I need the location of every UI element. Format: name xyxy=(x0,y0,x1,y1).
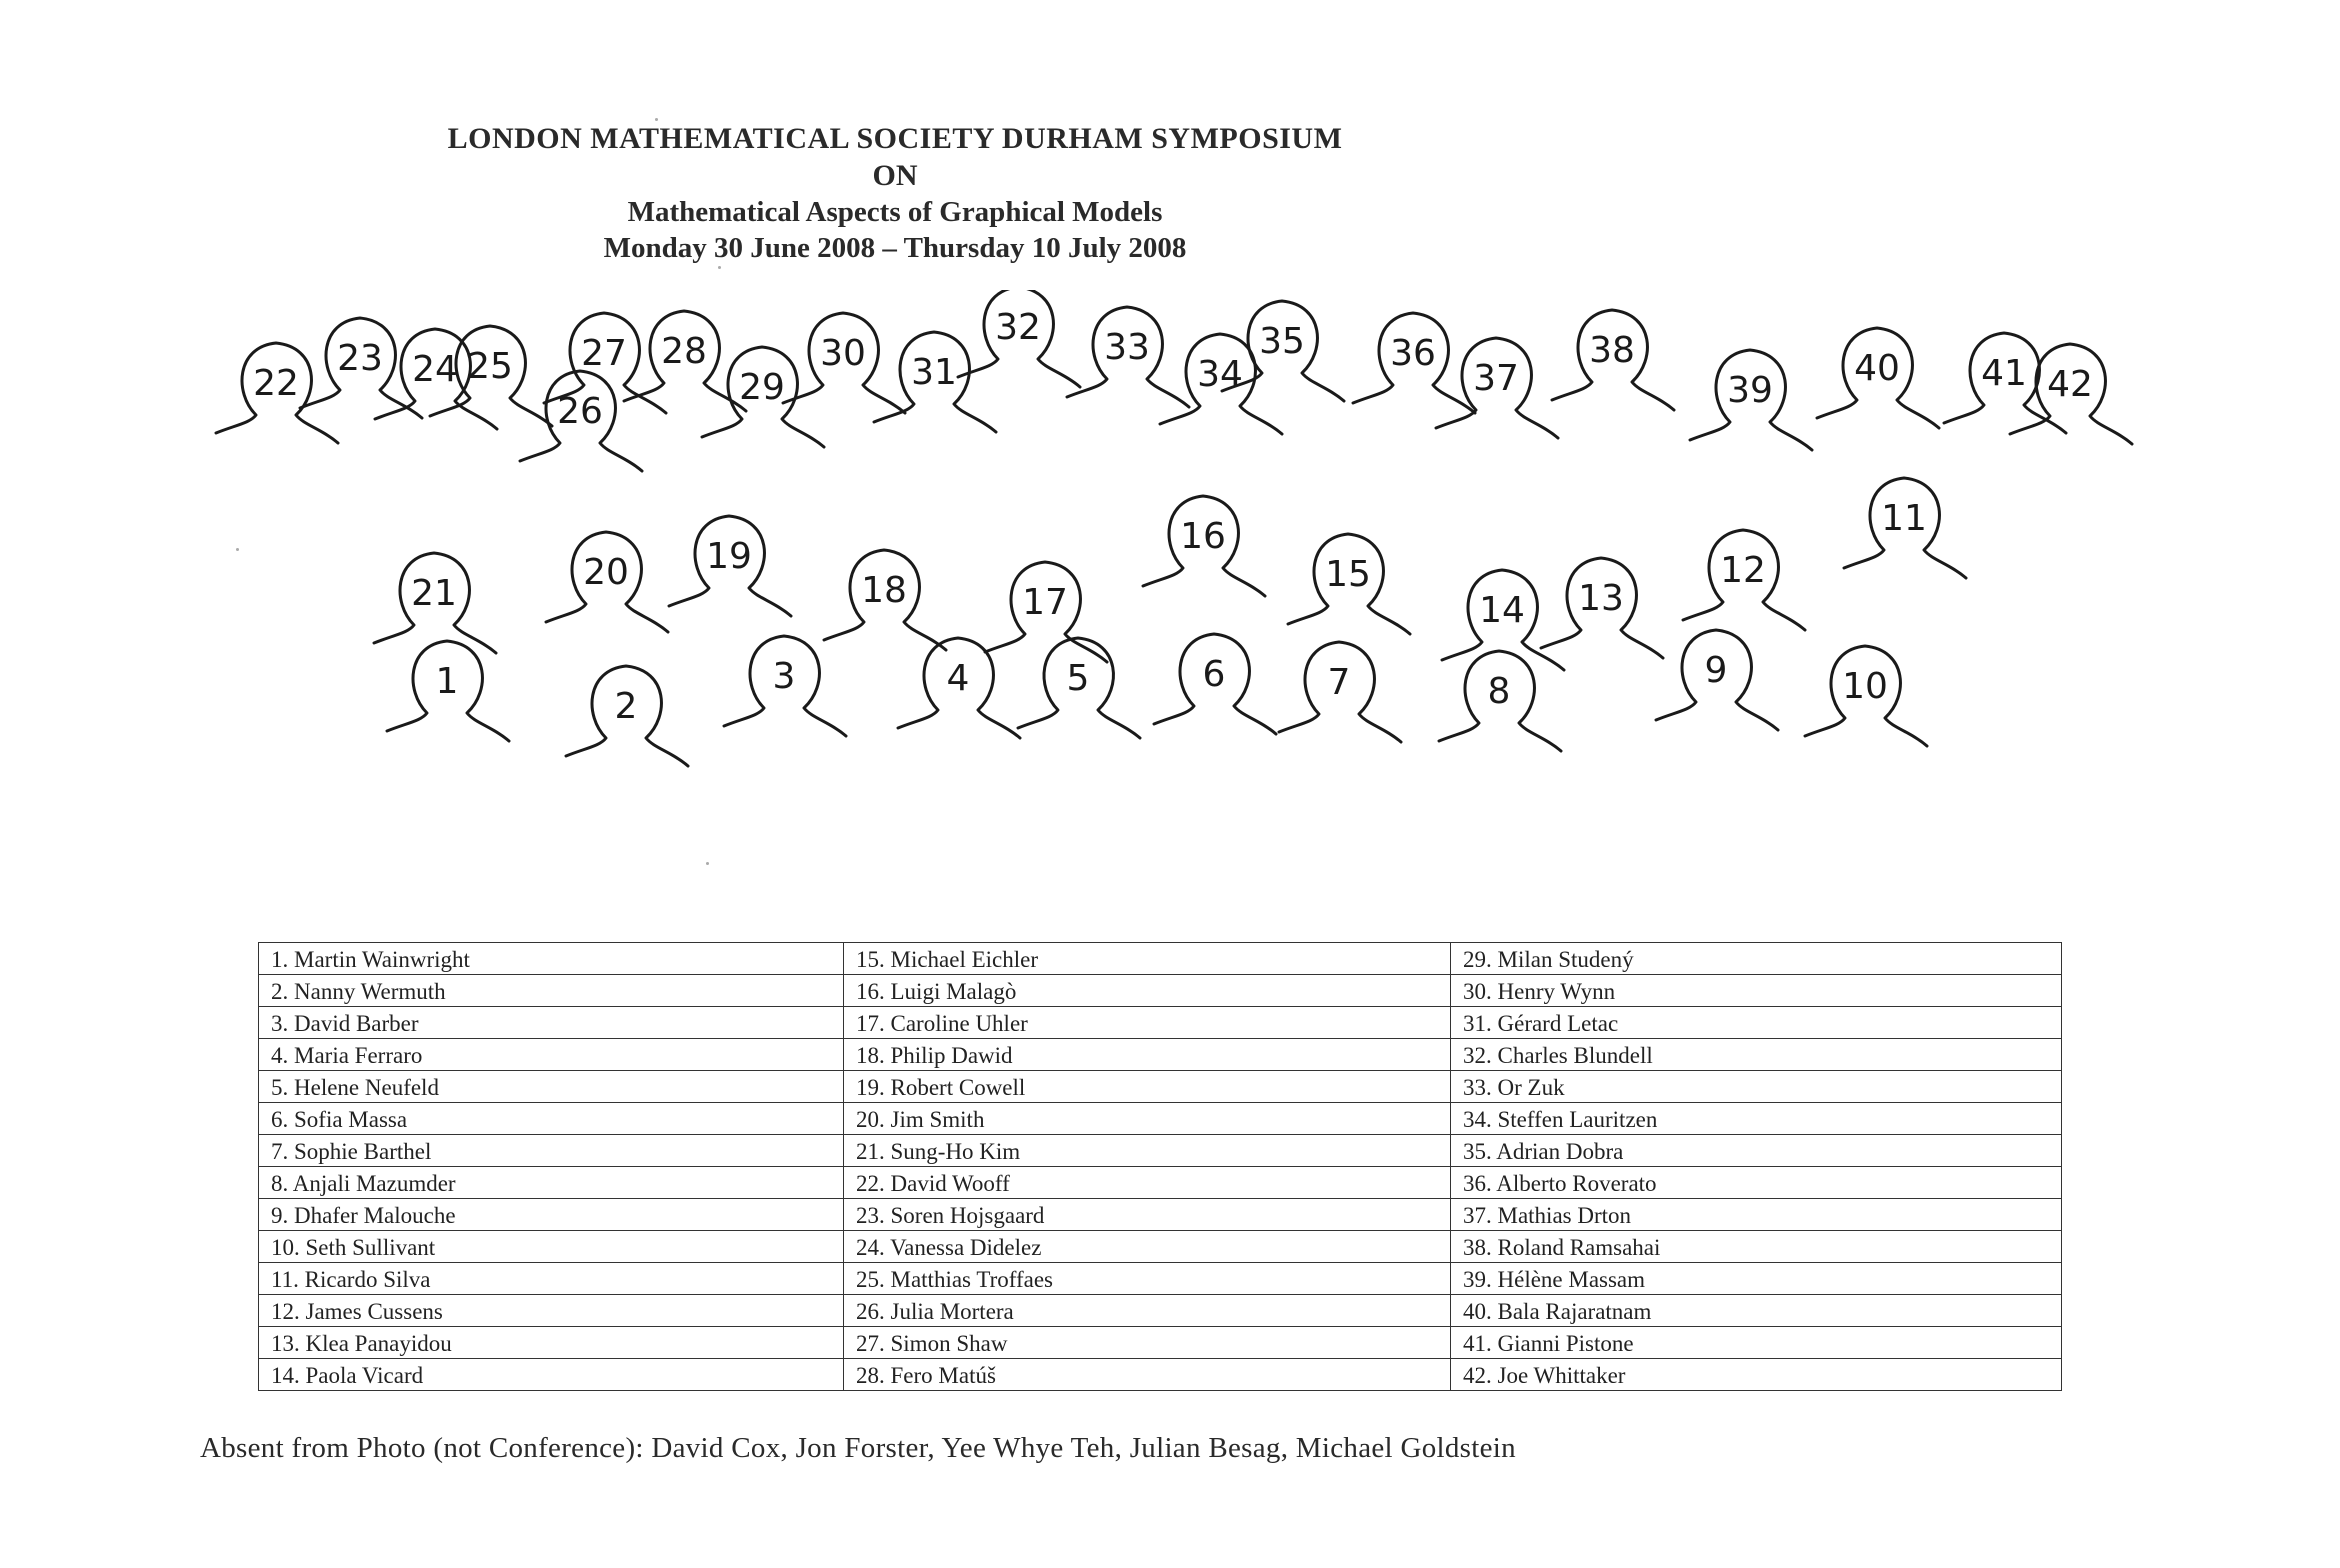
name-cell: 42. Joe Whittaker xyxy=(1451,1359,2062,1391)
head-sketch-40 xyxy=(1817,328,1939,428)
table-row xyxy=(259,1103,2062,1135)
head-number-label: 10 xyxy=(1842,666,1888,707)
name-cell: 6. Sofia Massa xyxy=(259,1103,844,1135)
head-number-label: 18 xyxy=(861,570,907,611)
head-sketch-37 xyxy=(1436,338,1558,438)
head-number-label: 39 xyxy=(1727,370,1773,411)
head-sketch-13 xyxy=(1541,558,1663,658)
head-number-label: 35 xyxy=(1259,321,1305,362)
name-cell: 21. Sung-Ho Kim xyxy=(844,1135,1451,1167)
name-cell: 12. James Cussens xyxy=(259,1295,844,1327)
head-number-label: 20 xyxy=(583,552,629,593)
name-cell: 15. Michael Eichler xyxy=(844,943,1451,975)
head-sketch-14 xyxy=(1442,570,1564,670)
head-sketch-8 xyxy=(1439,651,1561,751)
head-number-label: 40 xyxy=(1854,348,1900,389)
head-sketch-35 xyxy=(1222,301,1344,401)
name-cell: 18. Philip Dawid xyxy=(844,1039,1451,1071)
head-number-label: 8 xyxy=(1487,671,1511,712)
name-cell: 17. Caroline Uhler xyxy=(844,1007,1451,1039)
head-number-label: 17 xyxy=(1022,582,1068,623)
head-sketch-33 xyxy=(1067,307,1189,407)
document-header xyxy=(0,120,1790,266)
head-sketch-18 xyxy=(824,550,946,650)
table-row xyxy=(259,1071,2062,1103)
name-cell: 7. Sophie Barthel xyxy=(259,1135,844,1167)
head-sketch-31 xyxy=(874,332,996,432)
header-on: ON xyxy=(872,159,918,192)
head-sketch-15 xyxy=(1288,534,1410,634)
photo-key-sketch xyxy=(0,290,2340,790)
name-cell: 5. Helene Neufeld xyxy=(259,1071,844,1103)
scan-speck xyxy=(706,862,709,865)
head-number-label: 24 xyxy=(412,349,458,390)
table-row xyxy=(259,1231,2062,1263)
name-cell: 38. Roland Ramsahai xyxy=(1451,1231,2062,1263)
head-number-label: 19 xyxy=(706,536,752,577)
head-number-label: 30 xyxy=(820,333,866,374)
name-cell: 30. Henry Wynn xyxy=(1451,975,2062,1007)
name-cell: 36. Alberto Roverato xyxy=(1451,1167,2062,1199)
name-cell: 19. Robert Cowell xyxy=(844,1071,1451,1103)
head-sketch-3 xyxy=(724,636,846,736)
table-row xyxy=(259,1039,2062,1071)
head-number-label: 21 xyxy=(411,573,457,614)
table-row xyxy=(259,975,2062,1007)
head-number-label: 23 xyxy=(337,338,383,379)
absent-note: Absent from Photo (not Conference): David Cox, Jon Forster, Yee Whye Teh, Julian Besag, Michael Goldstein xyxy=(200,1432,1516,1464)
name-cell: 34. Steffen Lauritzen xyxy=(1451,1103,2062,1135)
name-cell: 1. Martin Wainwright xyxy=(259,943,844,975)
head-number-label: 37 xyxy=(1473,358,1519,399)
table-row xyxy=(259,1327,2062,1359)
head-number-label: 15 xyxy=(1325,554,1371,595)
name-cell: 40. Bala Rajaratnam xyxy=(1451,1295,2062,1327)
head-sketch-38 xyxy=(1552,310,1674,410)
header-dates: Monday 30 June 2008 – Thursday 10 July 2008 xyxy=(603,232,1187,264)
head-number-label: 7 xyxy=(1327,662,1351,703)
name-cell: 25. Matthias Troffaes xyxy=(844,1263,1451,1295)
name-cell: 26. Julia Mortera xyxy=(844,1295,1451,1327)
head-number-label: 27 xyxy=(581,333,627,374)
name-cell: 39. Hélène Massam xyxy=(1451,1263,2062,1295)
table-row xyxy=(259,1199,2062,1231)
name-cell: 4. Maria Ferraro xyxy=(259,1039,844,1071)
name-cell: 29. Milan Studený xyxy=(1451,943,2062,975)
head-sketch-30 xyxy=(783,313,905,413)
head-sketch-10 xyxy=(1805,646,1927,746)
head-number-label: 42 xyxy=(2047,364,2093,405)
head-sketch-2 xyxy=(566,666,688,766)
name-cell: 16. Luigi Malagò xyxy=(844,975,1451,1007)
head-sketch-28 xyxy=(624,311,746,411)
name-cell: 23. Soren Hojsgaard xyxy=(844,1199,1451,1231)
head-number-label: 31 xyxy=(911,352,957,393)
head-number-label: 38 xyxy=(1589,330,1635,371)
head-sketch-32 xyxy=(958,290,1080,387)
name-cell: 32. Charles Blundell xyxy=(1451,1039,2062,1071)
header-society-title: LONDON MATHEMATICAL SOCIETY DURHAM SYMPOSIUM xyxy=(447,122,1343,155)
table-row xyxy=(259,1007,2062,1039)
head-number-label: 22 xyxy=(253,363,299,404)
table-row xyxy=(259,943,2062,975)
table-row xyxy=(259,1359,2062,1391)
scan-speck xyxy=(236,548,239,551)
head-number-label: 6 xyxy=(1202,654,1226,695)
name-cell: 31. Gérard Letac xyxy=(1451,1007,2062,1039)
head-sketch-5 xyxy=(1018,638,1140,738)
scan-speck xyxy=(655,118,658,121)
head-sketch-22 xyxy=(216,343,338,443)
head-number-label: 14 xyxy=(1479,590,1525,631)
head-number-label: 2 xyxy=(614,686,638,727)
head-number-label: 16 xyxy=(1180,516,1226,557)
head-sketch-9 xyxy=(1656,630,1778,730)
head-sketch-42 xyxy=(2010,344,2132,444)
head-sketch-39 xyxy=(1690,350,1812,450)
head-sketch-7 xyxy=(1279,642,1401,742)
name-cell: 33. Or Zuk xyxy=(1451,1071,2062,1103)
head-sketch-23 xyxy=(300,318,422,418)
head-sketch-20 xyxy=(546,532,668,632)
head-number-label: 26 xyxy=(557,391,603,432)
head-sketch-36 xyxy=(1353,313,1475,413)
head-sketch-12 xyxy=(1683,530,1805,630)
head-sketch-21 xyxy=(374,553,496,653)
head-number-label: 36 xyxy=(1390,333,1436,374)
head-number-label: 1 xyxy=(435,661,459,702)
head-number-label: 11 xyxy=(1881,498,1927,539)
head-number-label: 41 xyxy=(1981,353,2027,394)
head-sketch-27 xyxy=(544,313,666,413)
head-number-label: 4 xyxy=(946,658,970,699)
scan-speck xyxy=(718,266,721,269)
head-number-label: 33 xyxy=(1104,327,1150,368)
name-cell: 14. Paola Vicard xyxy=(259,1359,844,1391)
head-number-label: 5 xyxy=(1066,658,1090,699)
head-sketch-16 xyxy=(1143,496,1265,596)
head-number-label: 12 xyxy=(1720,550,1766,591)
head-number-label: 34 xyxy=(1197,354,1243,395)
head-number-label: 32 xyxy=(995,307,1041,348)
head-number-label: 9 xyxy=(1704,650,1728,691)
name-cell: 9. Dhafer Malouche xyxy=(259,1199,844,1231)
name-cell: 41. Gianni Pistone xyxy=(1451,1327,2062,1359)
header-subject: Mathematical Aspects of Graphical Models xyxy=(627,196,1163,228)
table-row xyxy=(259,1295,2062,1327)
name-cell: 8. Anjali Mazumder xyxy=(259,1167,844,1199)
name-cell: 3. David Barber xyxy=(259,1007,844,1039)
name-cell: 37. Mathias Drton xyxy=(1451,1199,2062,1231)
table-row xyxy=(259,1263,2062,1295)
head-number-label: 13 xyxy=(1578,578,1624,619)
name-cell: 24. Vanessa Didelez xyxy=(844,1231,1451,1263)
head-sketch-11 xyxy=(1844,478,1966,578)
head-sketch-19 xyxy=(669,516,791,616)
head-sketch-1 xyxy=(387,641,509,741)
head-number-label: 29 xyxy=(739,367,785,408)
name-cell: 28. Fero Matúš xyxy=(844,1359,1451,1391)
table-row xyxy=(259,1135,2062,1167)
head-number-label: 25 xyxy=(467,346,513,387)
name-cell: 22. David Wooff xyxy=(844,1167,1451,1199)
head-sketch-4 xyxy=(898,638,1020,738)
name-cell: 27. Simon Shaw xyxy=(844,1327,1451,1359)
name-key-table xyxy=(258,942,2062,1391)
name-cell: 20. Jim Smith xyxy=(844,1103,1451,1135)
head-sketch-6 xyxy=(1154,634,1276,734)
head-number-label: 28 xyxy=(661,331,707,372)
name-cell: 10. Seth Sullivant xyxy=(259,1231,844,1263)
head-sketch-17 xyxy=(985,562,1107,662)
name-cell: 35. Adrian Dobra xyxy=(1451,1135,2062,1167)
head-number-label: 3 xyxy=(772,656,796,697)
table-row xyxy=(259,1167,2062,1199)
name-cell: 2. Nanny Wermuth xyxy=(259,975,844,1007)
head-sketch-29 xyxy=(702,347,824,447)
name-cell: 11. Ricardo Silva xyxy=(259,1263,844,1295)
name-cell: 13. Klea Panayidou xyxy=(259,1327,844,1359)
